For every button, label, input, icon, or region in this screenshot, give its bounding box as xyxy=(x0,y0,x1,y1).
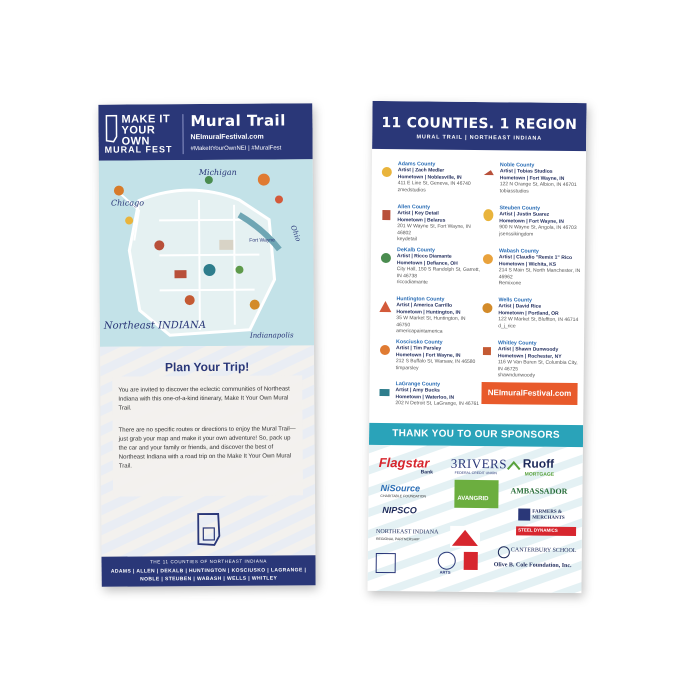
county-icon xyxy=(482,166,496,180)
county-social: americapaintamerica xyxy=(396,328,443,335)
county-icon xyxy=(379,251,393,265)
county-huntington xyxy=(378,296,478,337)
sponsor-steel: STEEL DYNAMICS xyxy=(518,527,558,533)
county-address: City Hall, 150 S Randolph St, Garrett, IN 46738 xyxy=(396,266,480,279)
indiana-state-icon xyxy=(194,512,224,548)
county-artist: Artist | Tobias Studios xyxy=(499,168,553,176)
sponsor-flagstar: Flagstar xyxy=(378,454,430,471)
back-subtitle: MURAL TRAIL | NORTHEAST INDIANA xyxy=(416,134,542,142)
county-name: Whitley County xyxy=(498,340,537,347)
canterbury-crest-icon xyxy=(498,546,510,558)
county-artist: Artist | Amy Bucks xyxy=(395,387,440,395)
map-label-michigan: Michigan xyxy=(198,167,237,178)
county-hometown: Hometown | Fort Wayne, IN xyxy=(499,218,564,225)
county-artist: Artist | Justin Suarez xyxy=(499,211,550,219)
plan-paragraph-2: There are no specific routes or directions to enjoy the Mural Trail—just grab your map and make it your own adventure! So, pack up the car and your family or friends, and discover the best of Northeast Indiana with a road trip on the Make It Your Own Mural Trail. xyxy=(118,426,296,470)
sponsor-farmers: FARMERS & MERCHANTS xyxy=(532,509,565,521)
front-card xyxy=(98,103,315,586)
front-website: NEImuralFestival.com xyxy=(190,133,264,142)
logo-line-1: MAKE IT xyxy=(121,113,171,126)
county-hometown: Hometown | Waterloo, IN xyxy=(395,393,455,401)
county-address: 116 W Van Buren St, Columbia City, IN 46725 xyxy=(497,359,578,373)
county-address: 214 S Main St, North Manchester, IN 46962 xyxy=(498,267,581,280)
county-lagrange xyxy=(377,381,480,422)
sponsor-arts: ARTS xyxy=(439,569,451,575)
sponsor-avangrid: AVANGRID xyxy=(457,495,489,503)
county-address: 411 E Line St, Geneva, IN 46740 xyxy=(397,180,471,188)
county-address: 212 S Buffalo St, Warsaw, IN 46580 xyxy=(395,358,476,366)
sponsor-ruoff: Ruoff xyxy=(522,456,555,471)
county-icon xyxy=(377,385,391,399)
logo-line-3: MURAL FEST xyxy=(104,144,173,155)
county-social: shawndunwoody xyxy=(497,372,535,379)
county-social: tobiasstudios xyxy=(499,187,529,195)
county-icon xyxy=(378,300,392,314)
county-hometown: Hometown | Belarus xyxy=(397,216,446,224)
county-name: LaGrange County xyxy=(395,381,441,388)
county-address: 202 N Detroit St, LaGrange, IN 46761 xyxy=(395,400,480,408)
sponsor-ne-indiana: NORTHEAST INDIANA xyxy=(376,528,439,536)
county-icon xyxy=(380,165,394,179)
county-icon xyxy=(481,252,495,266)
county-steuben xyxy=(481,205,581,246)
county-name: Steuben County xyxy=(499,205,541,212)
county-icon xyxy=(379,208,393,222)
hashtags: #MakeItYourOwnNEI | #MuralFest xyxy=(190,145,282,153)
county-noble xyxy=(482,162,582,203)
sponsor-canterbury: CANTERBURY SCHOOL xyxy=(510,547,577,555)
county-social: jsenssikingdom xyxy=(499,230,534,238)
county-address: 900 N Wayne St, Angola, IN 46703 xyxy=(499,224,577,232)
front-header xyxy=(98,103,312,160)
back-title: 11 COUNTIES. 1 REGION xyxy=(381,114,578,134)
county-hometown: Hometown | Noblesville, IN xyxy=(397,173,462,181)
county-whitley xyxy=(480,340,580,381)
county-dekalb xyxy=(379,247,479,288)
county-name: Wells County xyxy=(498,297,532,304)
sponsors-area xyxy=(367,445,583,593)
sponsor-ne-indiana-sub: REGIONAL PARTNERSHIP xyxy=(375,536,420,542)
county-name: Wabash County xyxy=(498,248,539,255)
county-artist: Artist | Ricco Diamante xyxy=(396,253,452,261)
avangrid-logo-box xyxy=(454,480,498,508)
sponsor-ruoff-sub: MORTGAGE xyxy=(524,471,555,478)
sponsor-nipsco: NIPSCO xyxy=(382,505,417,516)
mural-fest-logo xyxy=(104,112,178,155)
county-name: DeKalb County xyxy=(396,247,436,254)
county-artist: Artist | David Rice xyxy=(498,303,542,311)
sponsor-nisource: NiSource xyxy=(380,482,421,494)
arts-logo-icon xyxy=(438,552,456,570)
sponsor-flagstar-sub: Bank xyxy=(420,469,433,476)
county-artist: Artist | Shawn Dunwoody xyxy=(497,346,559,354)
sponsors-title: THANK YOU TO OUR SPONSORS xyxy=(369,423,583,447)
plan-paragraph-1: You are invited to discover the eclectic communities of Northeast Indiana with this one-of-a-kind itinerary, Make It Your Own Mural Trail. xyxy=(118,386,290,412)
county-social: Remixone xyxy=(498,280,522,287)
website-banner[interactable]: NEImuralFestival.com xyxy=(481,382,577,405)
indiana-outline-icon xyxy=(104,115,118,143)
county-address: 35 W Market St, Huntington, IN 46750 xyxy=(396,315,466,328)
illustrated-map xyxy=(99,159,314,346)
sponsor-three-rivers-sub: FEDERAL CREDIT UNION xyxy=(454,470,497,476)
county-name: Adams County xyxy=(397,161,436,168)
county-icon xyxy=(378,343,392,357)
county-artist: Artist | Zach Medler xyxy=(397,167,445,175)
header-divider xyxy=(182,114,183,154)
sponsor-three-rivers: 3RIVERS xyxy=(450,455,508,472)
logo-line-2: YOUR OWN xyxy=(121,124,156,148)
county-name: Allen County xyxy=(397,204,431,211)
county-social: riccodiamante xyxy=(396,279,428,286)
county-icon xyxy=(480,344,494,358)
county-hometown: Hometown | Rochester, NY xyxy=(497,353,562,360)
map-label-ohio: Ohio xyxy=(288,224,303,243)
footer-counties: ADAMS | ALLEN | DEKALB | HUNTINGTON | KOSCIUSKO | LAGRANGE | NOBLE | STEUBEN | WABASH | WELLS | WHITLEY xyxy=(110,567,307,583)
county-hometown: Hometown | Portland, OR xyxy=(498,310,559,317)
mural-trail-title: Mural Trail xyxy=(190,111,286,131)
sponsor-nisource-sub: CHARITABLE FOUNDATION xyxy=(380,493,427,499)
county-artist: Artist | Key Detail xyxy=(397,210,439,217)
sponsor-cole: Olive B. Cole Foundation, Inc. xyxy=(493,562,572,570)
county-hometown: Hometown | Fort Wayne, IN xyxy=(499,175,565,182)
county-hometown: Hometown | Defiance, OH xyxy=(396,259,458,267)
map-label-fort-wayne: Fort Wayne xyxy=(249,237,275,244)
back-card xyxy=(367,101,586,593)
county-name: Noble County xyxy=(499,162,535,169)
footer-title: THE 11 COUNTIES OF NORTHEAST INDIANA xyxy=(150,558,267,565)
plan-section xyxy=(100,345,315,556)
ruoff-roof-icon xyxy=(507,460,521,470)
county-allen xyxy=(379,204,479,245)
county-hometown: Hometown | Huntington, IN xyxy=(396,308,461,316)
county-icon xyxy=(480,301,494,315)
sponsor-ambassador: AMBASSADOR xyxy=(510,486,568,496)
back-header xyxy=(372,101,586,151)
hagerman-logo-icon xyxy=(450,526,480,548)
county-name: Huntington County xyxy=(396,296,445,303)
sponsor-red-logo xyxy=(464,552,478,570)
county-wabash xyxy=(481,248,581,289)
front-footer xyxy=(101,555,315,586)
county-address: 122 N Orange St, Albion, IN 46701 xyxy=(499,181,577,189)
county-hometown: Hometown | Fort Wayne, IN xyxy=(395,351,461,359)
county-artist: Artist | Tim Parsley xyxy=(395,345,442,353)
county-artist: Artist | America Carrillo xyxy=(396,302,453,310)
county-social: timparsley xyxy=(395,364,419,372)
map-label-region: Northeast INDIANA xyxy=(103,320,206,332)
county-address: 201 W Wayne St, Fort Wayne, IN 46802 xyxy=(397,223,471,236)
county-wells xyxy=(480,297,580,338)
county-address: 122 W Market St, Bluffton, IN 46714 xyxy=(498,316,579,324)
map-label-indianapolis: Indianapolis xyxy=(249,331,294,340)
county-social: d_j_rice xyxy=(498,322,516,330)
county-name: Kosciusko County xyxy=(396,339,443,346)
county-hometown: Hometown | Wichita, KS xyxy=(498,261,557,268)
county-social: keydetail xyxy=(397,236,417,243)
plan-title: Plan Your Trip! xyxy=(164,359,250,375)
county-artist: Artist | Claudio "Remix 1" Rico xyxy=(498,254,573,262)
sponsor-logo-box xyxy=(376,553,396,573)
map-illustration xyxy=(99,159,314,346)
county-social: zmedstudios xyxy=(397,186,426,194)
map-label-chicago: Chicago xyxy=(110,198,145,208)
county-kosciusko xyxy=(378,339,478,380)
farmers-logo-icon xyxy=(518,508,530,520)
county-icon xyxy=(481,209,495,223)
county-adams xyxy=(380,161,480,202)
